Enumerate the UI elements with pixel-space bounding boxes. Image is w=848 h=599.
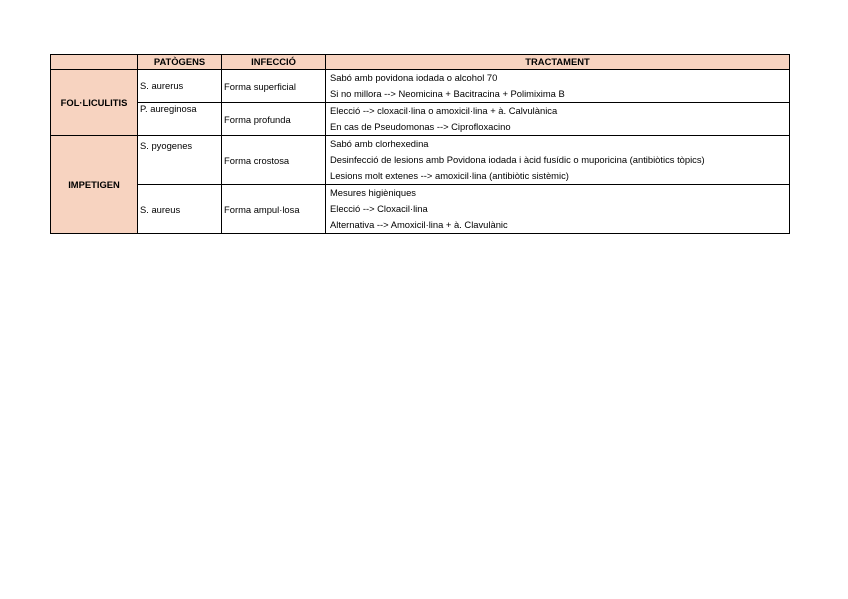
treatment-line: Alternativa --> Amoxicil·lina + à. Clavulànic [330, 219, 508, 230]
treatment-cell [326, 185, 790, 234]
condition-folliculitis: FOL·LICULITIS [51, 70, 138, 136]
treatment-line: Elecció --> Cloxacil·lina [330, 203, 428, 214]
header-row [51, 55, 790, 70]
treatment-line: Mesures higièniques [330, 187, 416, 198]
infection-forma-profunda: Forma profunda [222, 103, 326, 136]
infection-forma-superficial: Forma superficial [222, 70, 326, 103]
pathogen-cell [138, 70, 222, 103]
table-row [51, 185, 790, 234]
treatment-line: Sabó amb povidona iodada o alcohol 70 [330, 72, 498, 83]
treatment-line: Si no millora --> Neomicina + Bacitracina + Polimixima B [330, 88, 565, 99]
table-row [51, 136, 790, 185]
treatment-table [50, 54, 790, 234]
header-pathogens: PATÒGENS [138, 55, 222, 70]
header-condition [51, 55, 138, 70]
treatment-line: Lesions molt extenes --> amoxicil·lina (antibiòtic sistèmic) [330, 170, 569, 181]
infection-forma-ampullosa: Forma ampul·losa [222, 185, 326, 234]
treatment-cell [326, 70, 790, 103]
header-treatment: TRACTAMENT [326, 55, 790, 70]
treatment-cell [326, 136, 790, 185]
treatment-line: Desinfecció de lesions amb Povidona iodada i àcid fusídic o muporicina (antibiòtics tòpics) [330, 154, 705, 165]
pathogen-s-pyogenes: S. pyogenes [138, 136, 222, 185]
pathogen-p-aureginosa: P. aureginosa [140, 103, 197, 114]
treatment-line: Sabó amb clorhexedina [330, 138, 429, 149]
infection-forma-crostosa: Forma crostosa [222, 136, 326, 185]
condition-impetigen: IMPETIGEN [51, 136, 138, 234]
treatment-line: Elecció --> cloxacil·lina o amoxicil·lina + à. Calvulànica [330, 105, 558, 116]
treatment-line: En cas de Pseudomonas --> Ciprofloxacino [330, 121, 511, 132]
table-row [51, 70, 790, 103]
pathogen-s-aurerus: S. aurerus [140, 80, 184, 91]
header-infection: INFECCIÓ [222, 55, 326, 70]
table-row [51, 103, 790, 136]
treatment-cell [326, 103, 790, 136]
pathogen-cell [138, 103, 222, 136]
pathogen-s-aureus: S. aureus [138, 185, 222, 234]
